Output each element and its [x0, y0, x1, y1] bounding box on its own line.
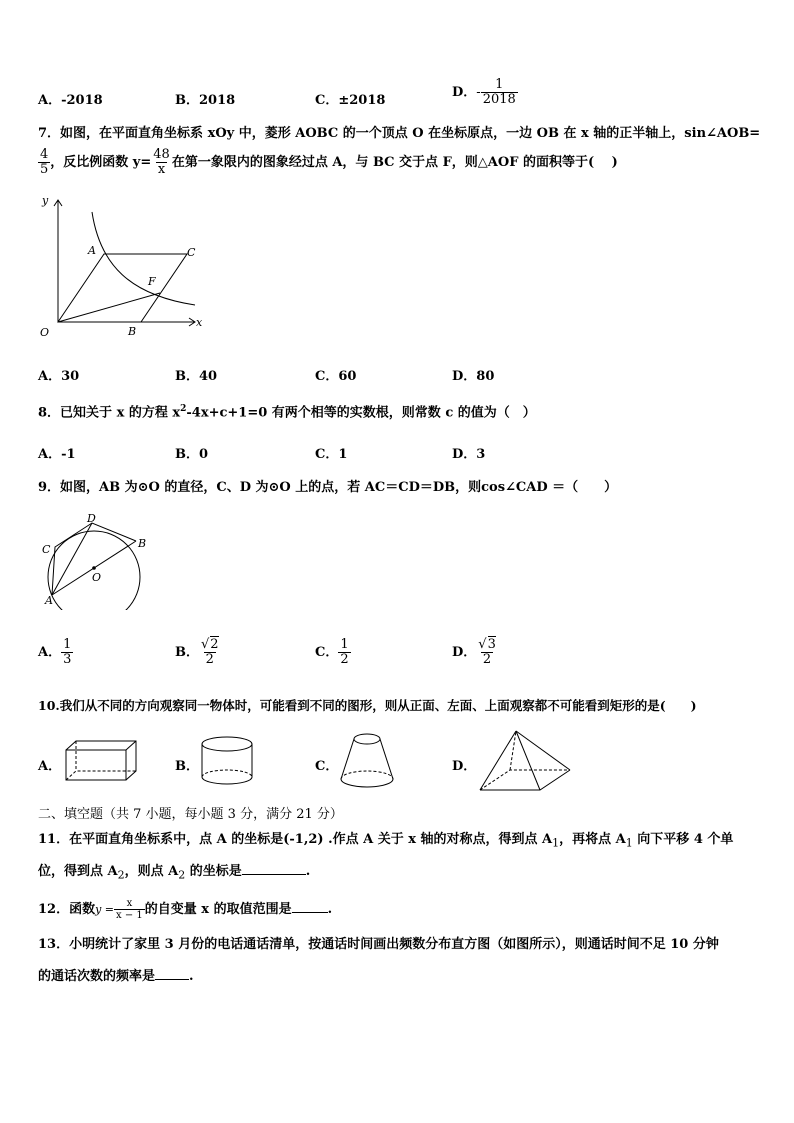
q9-option-b: B． $\frac{√2}{2}$ [175, 637, 219, 667]
q9-option-d: D． $\frac{√3}{2}$ [452, 637, 496, 667]
q10-option-a-cuboid [62, 738, 140, 786]
q9-label-c: C [42, 543, 51, 556]
q9-label-a: A [45, 594, 53, 607]
q11-line1: 11．在平面直角坐标系中，点 A 的坐标是(-1,2) .作点 A 关于 x 轴的对称点，得到点 $A_1$，再将点 $A_1$ 向下平移 4 个单 [38, 832, 734, 850]
q8-stem: 8．已知关于 x 的方程 $x^2-4x+c+1=0$ 有两个相等的实数根，则常数 c 的值为（ ） [38, 404, 536, 421]
q10-stem: 10.我们从不同的方向观察同一物体时，可能看到不同的图形，则从正面、左面、上面观察都不可能看到矩形的是( ) [38, 698, 697, 713]
q10-option-c-label: C． [315, 759, 339, 774]
q9-label-b: B [138, 537, 147, 550]
q8-option-b: B．0 [175, 447, 209, 462]
q7-option-b: B．40 [175, 369, 218, 384]
q7-option-d: D．80 [452, 369, 495, 384]
q10-option-b-cylinder [198, 734, 256, 789]
q7-option-c: C．60 [315, 369, 357, 384]
q11-line2: 位，得到点 $A_2$，则点 $A_2$ 的坐标是 . [38, 864, 311, 882]
q10-option-b-label: B． [175, 759, 199, 774]
q6-option-a: A．-2018 [38, 93, 103, 108]
q13-line1: 13．小明统计了家里 3 月份的电话通话清单，按通话时间画出频数分布直方图（如图所示），则通话时间不足 10 分钟 [38, 937, 719, 952]
q10-option-d-pyramid [476, 728, 576, 796]
q8-option-c: C．1 [315, 447, 348, 462]
q9-option-c: C． $\frac{1}{2}$ [315, 637, 349, 667]
q7-label-y: y [42, 194, 49, 207]
q7-label-b: B [128, 325, 137, 338]
section-2-title: 二、填空题（共 7 小题，每小题 3 分，满分 21 分） [38, 807, 343, 822]
q8-option-a: A．-1 [38, 447, 76, 462]
q7-label-c: C [187, 246, 196, 259]
q13-line2: 的通话次数的频率是 . [38, 969, 194, 984]
q6-option-b: B．2018 [175, 93, 236, 108]
q13-answer-blank[interactable] [155, 967, 189, 980]
q6-option-d: D．- $\frac{1}{2018}$ [452, 77, 516, 107]
q9-label-d: D [87, 512, 96, 525]
q10-option-c-frustum [337, 731, 397, 791]
q9-option-a: A． $\frac{1}{3}$ [38, 637, 72, 667]
q10-option-a-label: A． [38, 759, 62, 774]
q12-answer-blank[interactable] [292, 900, 328, 913]
q11-answer-blank[interactable] [242, 862, 306, 875]
q7-label-f: F [148, 275, 156, 288]
q7-label-a: A [88, 244, 96, 257]
q9-label-o: O [92, 571, 102, 584]
q9-figure [35, 510, 155, 610]
q9-stem: 9．如图，AB 为⊙O 的直径，C、D 为⊙O 上的点，若 AC＝CD＝DB，则cos∠CAD ＝（ ） [38, 480, 618, 495]
q12-stem: 12．函数y = $\frac{x}{x - 1}$ 的自变量 x 的取值范围是 . [38, 898, 333, 921]
q7-stem-line1: 7．如图，在平面直角坐标系 xOy 中，菱形 AOBC 的一个顶点 O 在坐标原点，一边 OB 在 x 轴的正半轴上，sin∠AOB= [38, 126, 761, 141]
q7-stem-line2: $\frac{4}{5}$ ，反比例函数 y= $\frac{48}{x}$ 在第一象限内的图象经过点 A，与 BC 交于点 F，则△AOF 的面积等于( ) [40, 147, 618, 177]
q7-figure [30, 190, 210, 345]
q7-option-a: A．30 [38, 369, 80, 384]
q6-option-c: C．±2018 [315, 93, 386, 108]
q7-label-o: O [40, 326, 50, 339]
q8-option-d: D．3 [452, 447, 486, 462]
q10-option-d-label: D． [452, 759, 477, 774]
q7-label-x: x [196, 316, 203, 329]
